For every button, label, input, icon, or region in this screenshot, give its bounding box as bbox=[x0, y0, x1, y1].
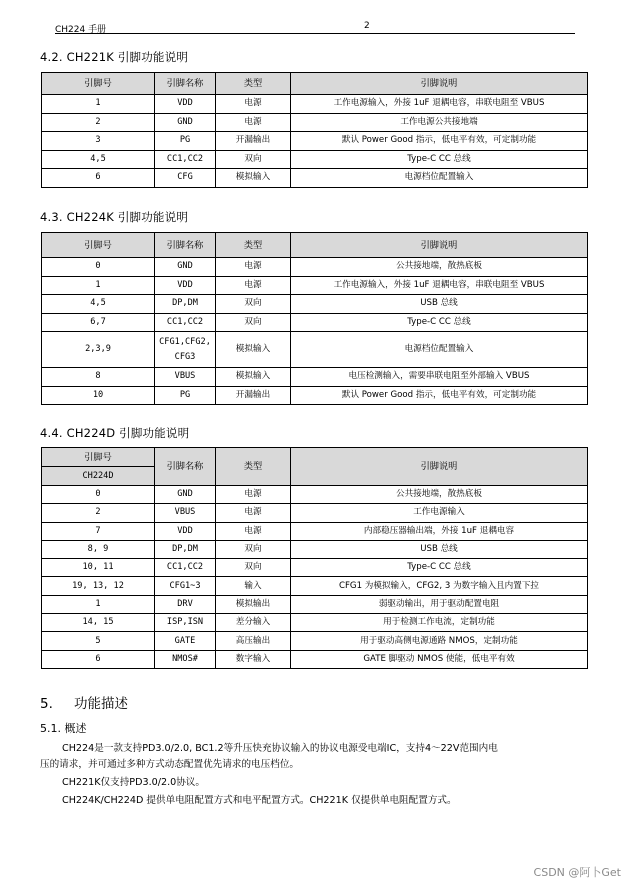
cell-pin-name: PG bbox=[155, 132, 216, 151]
cell-pin-name: CFG1~3 bbox=[155, 577, 216, 595]
cell-type: 开漏输出 bbox=[216, 132, 291, 151]
cell-description: 用于检测工作电流，定制功能 bbox=[291, 614, 588, 632]
cell-type: 差分输入 bbox=[216, 614, 291, 632]
cell-type: 电源 bbox=[216, 113, 291, 132]
overview-paragraph-1-cont: 压的请求，并可通过多种方式动态配置优先请求的电压档位。 bbox=[40, 759, 300, 770]
table-header-row bbox=[42, 73, 588, 95]
cell-pin-name: ISP,ISN bbox=[155, 614, 216, 632]
table-row bbox=[42, 313, 588, 332]
cell-pin-name: GATE bbox=[155, 632, 216, 650]
watermark: CSDN @阿卜Get bbox=[533, 866, 621, 879]
cell-description: 工作电源输入 bbox=[291, 504, 588, 522]
cell-type: 双向 bbox=[216, 559, 291, 577]
cell-type: 双向 bbox=[216, 295, 291, 314]
cell-description: 公共接地端，散热底板 bbox=[291, 258, 588, 277]
cell-pin-no: 0 bbox=[42, 258, 155, 277]
cell-pin-no: 1 bbox=[42, 276, 155, 295]
cell-pin-name: PG bbox=[155, 386, 216, 405]
section-heading-4-2: 4.2. CH221K 引脚功能说明 bbox=[40, 50, 189, 64]
cell-description: 弱驱动输出，用于驱动配置电阻 bbox=[291, 595, 588, 613]
col-header-pin-name: 引脚名称 bbox=[155, 448, 216, 486]
cell-description: 工作电源公共接地端 bbox=[291, 113, 588, 132]
table-row bbox=[42, 95, 588, 114]
cell-pin-no: 2 bbox=[42, 113, 155, 132]
col-header-type: 类型 bbox=[216, 448, 291, 486]
table-row bbox=[42, 368, 588, 387]
cell-description: 用于驱动高侧电源通路 NMOS，定制功能 bbox=[291, 632, 588, 650]
cell-description: 工作电源输入，外接 1uF 退耦电容，串联电阻至 VBUS bbox=[291, 276, 588, 295]
table-row bbox=[42, 595, 588, 613]
cell-type: 模拟输入 bbox=[216, 368, 291, 387]
table-row bbox=[42, 150, 588, 169]
table-row bbox=[42, 577, 588, 595]
table-row bbox=[42, 614, 588, 632]
cell-pin-no: 3 bbox=[42, 132, 155, 151]
cell-pin-name: CC1,CC2 bbox=[155, 150, 216, 169]
cell-pin-no: 6 bbox=[42, 169, 155, 188]
cell-pin-name: GND bbox=[155, 113, 216, 132]
cell-type: 模拟输入 bbox=[216, 169, 291, 188]
cell-pin-name: VBUS bbox=[155, 368, 216, 387]
cell-description: Type-C CC 总线 bbox=[291, 313, 588, 332]
cell-pin-no: 4,5 bbox=[42, 150, 155, 169]
cell-pin-name: DP,DM bbox=[155, 540, 216, 558]
cell-description: 默认 Power Good 指示，低电平有效，可定制功能 bbox=[291, 386, 588, 405]
table-row bbox=[42, 504, 588, 522]
cell-pin-no: 4,5 bbox=[42, 295, 155, 314]
overview-paragraph-3: CH224K/CH224D 提供单电阻配置方式和电平配置方式。CH221K 仅提供单电阻配置方式。 bbox=[62, 795, 457, 806]
cell-type: 双向 bbox=[216, 540, 291, 558]
cell-description: Type-C CC 总线 bbox=[291, 559, 588, 577]
table-header-row bbox=[42, 448, 588, 467]
cell-type: 高压输出 bbox=[216, 632, 291, 650]
cell-description: Type-C CC 总线 bbox=[291, 150, 588, 169]
col-header-pin-no: 引脚号 bbox=[42, 233, 155, 258]
cell-pin-no: 10, 11 bbox=[42, 559, 155, 577]
col-header-pin-name: 引脚名称 bbox=[155, 73, 216, 95]
cell-description: 公共接地端，散热底板 bbox=[291, 486, 588, 504]
cell-type: 开漏输出 bbox=[216, 386, 291, 405]
col-header-pin-no: 引脚号 bbox=[42, 448, 155, 467]
table-row bbox=[42, 169, 588, 188]
cell-pin-no: 2 bbox=[42, 504, 155, 522]
table-row bbox=[42, 113, 588, 132]
cell-type: 模拟输出 bbox=[216, 595, 291, 613]
cell-pin-no: 14, 15 bbox=[42, 614, 155, 632]
cell-pin-no: 8, 9 bbox=[42, 540, 155, 558]
col-header-type: 类型 bbox=[216, 73, 291, 95]
cell-type: 电源 bbox=[216, 95, 291, 114]
col-header-pin-no: 引脚号 bbox=[42, 73, 155, 95]
overview-paragraph-1 bbox=[40, 741, 592, 757]
cell-pin-name: CFG1,CFG2, CFG3 bbox=[155, 332, 216, 368]
cell-type: 电源 bbox=[216, 504, 291, 522]
cell-pin-name: VDD bbox=[155, 95, 216, 114]
cell-pin-name: DP,DM bbox=[155, 295, 216, 314]
col-header-type: 类型 bbox=[216, 233, 291, 258]
cell-description: 电源档位配置输入 bbox=[291, 332, 588, 368]
cell-pin-no: 10 bbox=[42, 386, 155, 405]
cell-description: 电压检测输入，需要串联电阻至外部输入 VBUS bbox=[291, 368, 588, 387]
pin-table-ch224d bbox=[41, 447, 588, 669]
cell-description: CFG1 为模拟输入，CFG2, 3 为数字输入且内置下拉 bbox=[291, 577, 588, 595]
table-row bbox=[42, 540, 588, 558]
table-row bbox=[42, 632, 588, 650]
cell-type: 电源 bbox=[216, 276, 291, 295]
section-heading-5 bbox=[40, 692, 128, 712]
section-heading-4-4: 4.4. CH224D 引脚功能说明 bbox=[40, 426, 190, 440]
table-row bbox=[42, 386, 588, 405]
cell-description: USB 总线 bbox=[291, 540, 588, 558]
overview-line-1: CH224是一款支持PD3.0/2.0, BC1.2等升压快充协议输入的协议电源受电端IC，支持4～22V范围内电 bbox=[62, 743, 498, 754]
table-row bbox=[42, 295, 588, 314]
col-header-pin-name: 引脚名称 bbox=[155, 233, 216, 258]
cell-description: 默认 Power Good 指示，低电平有效，可定制功能 bbox=[291, 132, 588, 151]
cell-pin-no: 8 bbox=[42, 368, 155, 387]
col-header-description: 引脚说明 bbox=[291, 448, 588, 486]
section-5-title: 功能描述 bbox=[74, 696, 128, 712]
cell-pin-name: CFG bbox=[155, 169, 216, 188]
cell-type: 输入 bbox=[216, 577, 291, 595]
cell-pin-name: VBUS bbox=[155, 504, 216, 522]
cell-description: GATE 脚驱动 NMOS 使能，低电平有效 bbox=[291, 650, 588, 668]
table-row bbox=[42, 486, 588, 504]
cell-type: 数字输入 bbox=[216, 650, 291, 668]
section-heading-4-3: 4.3. CH224K 引脚功能说明 bbox=[40, 210, 189, 224]
table-row bbox=[42, 276, 588, 295]
cell-description: USB 总线 bbox=[291, 295, 588, 314]
cell-description: 电源档位配置输入 bbox=[291, 169, 588, 188]
cell-pin-no: 7 bbox=[42, 522, 155, 540]
col-header-description: 引脚说明 bbox=[291, 233, 588, 258]
overview-paragraph-2: CH221K仅支持PD3.0/2.0协议。 bbox=[62, 777, 205, 788]
table-row bbox=[42, 559, 588, 577]
section-heading-5-1: 5.1. 概述 bbox=[40, 722, 87, 735]
cell-type: 双向 bbox=[216, 150, 291, 169]
table-row bbox=[42, 258, 588, 277]
page-header bbox=[55, 20, 575, 34]
cell-pin-name: DRV bbox=[155, 595, 216, 613]
col-header-chip-ch224d: CH224D bbox=[42, 467, 155, 486]
cell-pin-no: 5 bbox=[42, 632, 155, 650]
cell-pin-name: VDD bbox=[155, 522, 216, 540]
cell-pin-no: 1 bbox=[42, 95, 155, 114]
cell-type: 电源 bbox=[216, 486, 291, 504]
table-row bbox=[42, 522, 588, 540]
table-header-row bbox=[42, 233, 588, 258]
cell-description: 内部稳压器输出端，外接 1uF 退耦电容 bbox=[291, 522, 588, 540]
table-row bbox=[42, 132, 588, 151]
cell-pin-name: NMOS# bbox=[155, 650, 216, 668]
cell-pin-name: GND bbox=[155, 486, 216, 504]
col-header-description: 引脚说明 bbox=[291, 73, 588, 95]
cell-type: 电源 bbox=[216, 258, 291, 277]
cell-pin-no: 1 bbox=[42, 595, 155, 613]
cell-pin-name: CC1,CC2 bbox=[155, 313, 216, 332]
cell-pin-name: GND bbox=[155, 258, 216, 277]
section-5-number: 5. bbox=[40, 696, 53, 712]
table-row bbox=[42, 650, 588, 668]
cell-pin-no: 0 bbox=[42, 486, 155, 504]
cell-pin-name: CC1,CC2 bbox=[155, 559, 216, 577]
cell-description: 工作电源输入，外接 1uF 退耦电容，串联电阻至 VBUS bbox=[291, 95, 588, 114]
cell-type: 模拟输入 bbox=[216, 332, 291, 368]
pin-table-ch224k bbox=[41, 232, 588, 405]
cell-pin-name: VDD bbox=[155, 276, 216, 295]
header-page-number: 2 bbox=[364, 21, 370, 31]
cell-pin-no: 19, 13, 12 bbox=[42, 577, 155, 595]
cell-pin-no: 6 bbox=[42, 650, 155, 668]
table-row bbox=[42, 332, 588, 368]
cell-pin-no: 6,7 bbox=[42, 313, 155, 332]
pin-table-ch221k bbox=[41, 72, 588, 188]
cell-type: 双向 bbox=[216, 313, 291, 332]
header-doc-title: CH224 手册 bbox=[55, 25, 107, 35]
cell-type: 电源 bbox=[216, 522, 291, 540]
cell-pin-no: 2,3,9 bbox=[42, 332, 155, 368]
